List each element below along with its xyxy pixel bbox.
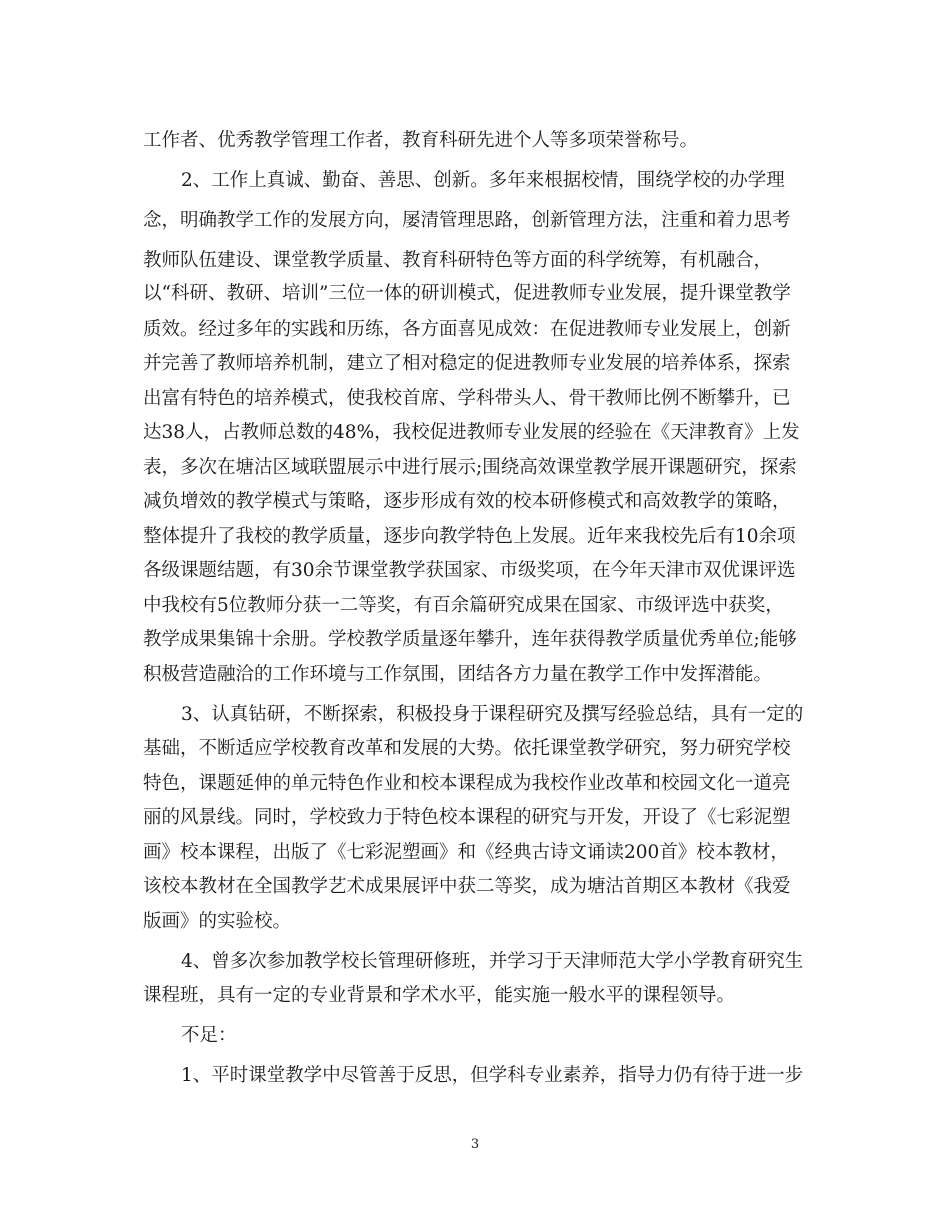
- text-line: 版画》的实验校。: [143, 911, 292, 932]
- text-line: 念，明确教学工作的发展方向，屡清管理思路，创新管理方法，注重和着力思考: [143, 210, 791, 231]
- text-line: 中我校有5位教师分获一二等奖，有百余篇研究成果在国家、市级评选中获奖，: [143, 595, 784, 616]
- text-line: 1、平时课堂教学中尽管善于反思，但学科专业素养，指导力仍有待于进一步: [181, 1065, 804, 1086]
- text-line: 画》校本课程，出版了《七彩泥塑画》和《经典古诗文诵读200首》校本教材，: [143, 842, 789, 863]
- text-line: 特色，课题延伸的单元特色作业和校本课程成为我校作业改革和校园文化一道亮: [143, 773, 791, 794]
- text-line: 基础，不断适应学校教育改革和发展的大势。依托课堂教学研究，努力研究学校: [143, 738, 791, 759]
- text-line: 2、工作上真诚、勤奋、善思、创新。多年来根据校情，围绕学校的办学理: [181, 170, 785, 191]
- text-line: 课程班，具有一定的专业背景和学术水平，能实施一般水平的课程领导。: [143, 985, 736, 1006]
- text-line: 积极营造融洽的工作环境与工作氛围，团结各方力量在教学工作中发挥潜能。: [143, 664, 773, 685]
- text-line: 工作者、优秀教学管理工作者，教育科研先进个人等多项荣誉称号。: [143, 130, 699, 151]
- text-line: 丽的风景线。同时，学校致力于特色校本课程的研究与开发，开设了《七彩泥塑: [143, 807, 791, 828]
- text-line: 以“科研、教研、培训”三位一体的研训模式，促进教师专业发展，提升课堂教学: [143, 283, 791, 304]
- text-line: 表，多次在塘沽区域联盟展示中进行展示;围绕高效课堂教学展开课题研究，探索: [143, 457, 797, 478]
- text-line: 该校本教材在全国教学艺术成果展评中获二等奖，成为塘沽首期区本教材《我爱: [143, 876, 791, 897]
- text-line: 整体提升了我校的教学质量，逐步向教学特色上发展。近年来我校先后有10余项: [143, 526, 796, 547]
- text-line: 达38人，占教师总数的48%，我校促进教师专业发展的经验在《天津教育》上发: [143, 422, 800, 443]
- text-line: 出富有特色的培养模式，使我校首席、学科带头人、骨干教师比例不断攀升，已: [143, 388, 791, 409]
- text-line: 减负增效的教学模式与策略，逐步形成有效的校本研修模式和高效教学的策略，: [143, 491, 791, 512]
- text-line: 不足：: [181, 1025, 237, 1046]
- text-line: 教学成果集锦十余册。学校教学质量逐年攀升，连年获得教学质量优秀单位;能够: [143, 629, 797, 650]
- text-line: 教师队伍建设、课堂教学质量、教育科研特色等方面的科学统筹，有机融合，: [143, 250, 773, 271]
- text-line: 各级课题结题，有30余节课堂教学获国家、市级奖项，在今年天津市双优课评选: [143, 560, 796, 581]
- text-line: 4、曾多次参加教学校长管理研修班，并学习于天津师范大学小学教育研究生: [181, 951, 804, 972]
- text-line: 3、认真钻研，不断探索，积极投身于课程研究及撰写经验总结，具有一定的: [181, 704, 804, 725]
- text-line: 质效。经过多年的实践和历练，各方面喜见成效：在促进教师专业发展上，创新: [143, 319, 791, 340]
- text-line: 并完善了教师培养机制，建立了相对稳定的促进教师专业发展的培养体系，探索: [143, 353, 791, 374]
- page-number: 3: [470, 1137, 480, 1152]
